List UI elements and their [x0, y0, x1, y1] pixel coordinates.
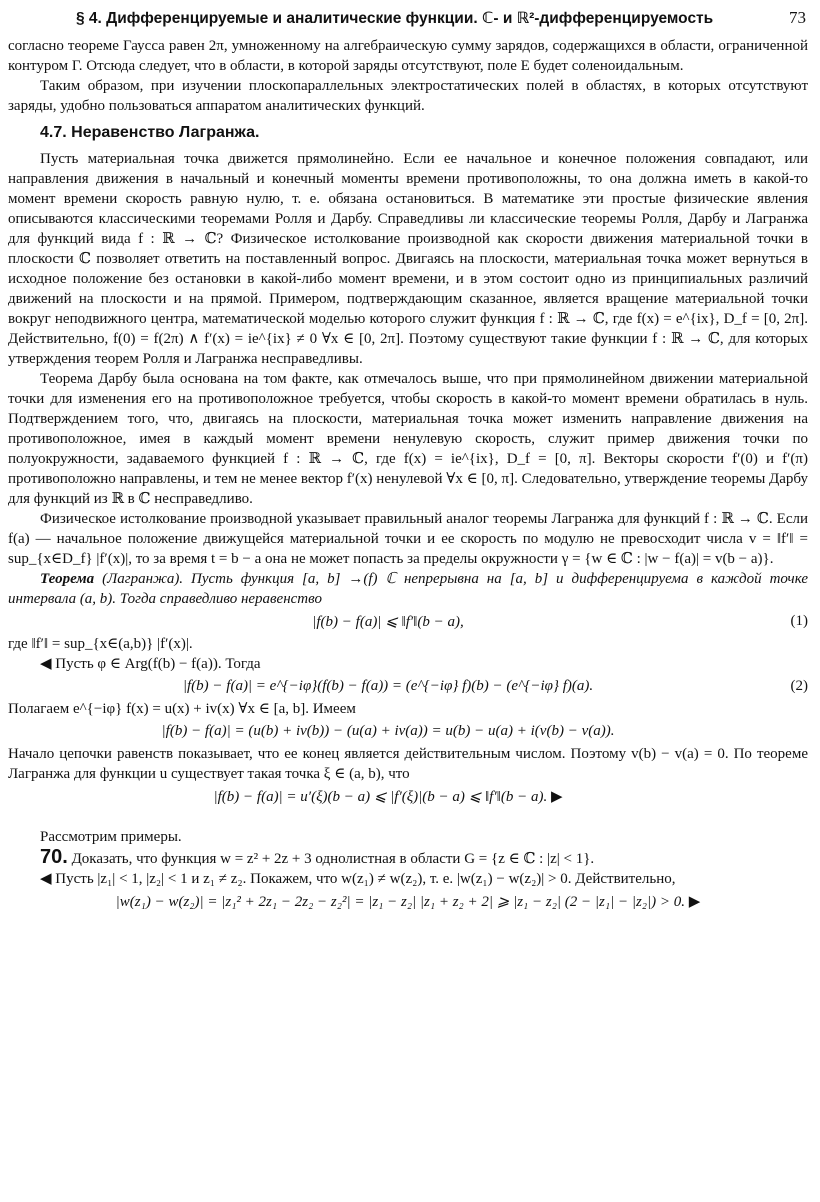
paragraph-gauss: согласно теореме Гаусса равен 2π, умноженному на алгебраическую сумму зарядов, содержащихся в области, ограниченной контуром Γ. Отсюда следует, что в области, в которой заряды отсутствуют, поле E будет соленоидальным.	[8, 38, 808, 74]
formula-5-text: |w(z₁) − w(z₂)| = |z₁² + 2z₁ − 2z₂ − z₂²| = |z₁ − z₂| |z₁ + z₂ + 2| ⩾ |z₁ − z₂| (2 − |z₁| − |z₂|) > 0. ▶	[115, 894, 701, 910]
formula-5	[8, 889, 808, 914]
let-line: Полагаем e^{−iφ} f(x) = u(x) + iv(x) ∀x ∈ [a, b]. Имеем	[8, 701, 356, 717]
formula-2-text: |f(b) − f(a)| = e^{−iφ}(f(b) − f(a)) = (e^{−iφ} f)(b) − (e^{−iφ} f)(a).	[182, 678, 594, 694]
examples-intro: Рассмотрим примеры.	[40, 829, 182, 845]
theorem-label: Теорема	[40, 571, 95, 587]
formula-4-text: |f(b) − f(a)| = u′(ξ)(b − a) ⩽ |f′(ξ)|(b − a) ⩽ ‖f′‖(b − a). ▶	[213, 789, 563, 805]
page	[8, 8, 808, 914]
where-line: где ‖f′‖ = sup_{x∈(a,b)} |f′(x)|.	[8, 636, 193, 652]
section-title: 4.7. Неравенство Лагранжа.	[40, 124, 260, 141]
formula-3-text: |f(b) − f(a)| = (u(b) + iv(b)) − (u(a) + iv(a)) = u(b) − u(a) + i(v(b) − v(a)).	[161, 723, 615, 739]
formula-1-number: (1)	[790, 613, 808, 629]
formula-4	[8, 784, 808, 809]
paragraph-lagrange-analog: Физическое истолкование производной указывает правильный аналог теоремы Лагранжа для функций f : ℝ → ℂ. Если f(a) — начальное положение движущейся материальной точки и ее скорость по модулю не превосходит числа v = ‖f′‖ = sup_{x∈D_f} |f′(x)|, то за время t = b − a она не может попасть за пределы окружности γ = {w ∈ ℂ : |w − f(a)| = v(b − a)}.	[8, 511, 808, 567]
formula-3	[8, 719, 808, 744]
header-title: § 4. Дифференцируемые и аналитические функции. ℂ- и ℝ²-дифференцируемость	[76, 10, 714, 27]
page-number: 73	[789, 8, 806, 27]
formula-1-text: |f(b) − f(a)| ⩽ ‖f′‖(b − a),	[312, 614, 464, 630]
paragraph-chain: Начало цепочки равенств показывает, что ее конец является действительным числом. Поэтому v(b) − v(a) = 0. По теореме Лагранжа для функции u существует такая точка ξ ∈ (a, b), что	[8, 746, 808, 782]
theorem-text: (Лагранжа). Пусть функция [a, b] →(f) ℂ непрерывна на [a, b] и дифференцируема в каждой точке интервала (a, b). Тогда справедливо неравенство	[8, 571, 808, 607]
paragraph-darboux: Теорема Дарбу была основана на том факте, как отмечалось выше, что при прямолинейном движении материальной точки для изменения его на противоположное требуется, чтобы скорость в какой-то момент времени обратилась в нуль. Подтверждением того, что, двигаясь на плоскости, материальная точка может изменить направление движения на противоположное, имея в каждый момент времени ненулевую скорость, служит пример движения точки по полуокружности, задаваемого функцией f : ℝ → ℂ, где f(x) = ie^{ix}, D_f = [0, π]. Векторы скорости f′(0) и f′(π) противоположно направлены, и тем не менее вектор f′(x) ненулевой ∀x ∈ [0, π]. Следовательно, утверждение теоремы Дарбу для функций из ℝ в ℂ несправедливо.	[8, 371, 808, 507]
problem-text: Доказать, что функция w = z² + 2z + 3 однолистная в области G = {z ∈ ℂ : |z| < 1}.	[67, 851, 595, 867]
theorem-statement	[8, 569, 808, 609]
running-header	[8, 8, 808, 28]
formula-1	[8, 609, 808, 634]
problem-70	[8, 847, 808, 869]
paragraph-motion: Пусть материальная точка движется прямолинейно. Если ее начальное и конечное положения совпадают, или направления движения в начальный и конечный моменты времени противоположны, то она должна иметь в какой-то момент времени скорость равную нулю, т. е. обязана остановиться. В математике эти простые физические явления описываются классическими теоремами Ролля и Дарбу. Справедливы ли классические теоремы Ролля, Дарбу и Лагранжа для функций вида f : ℝ → ℂ? Физическое истолкование производной как скорости движения материальной точки в плоскости ℂ позволяет ответить на поставленный вопрос. Двигаясь на плоскости, материальная точка может вернуться в исходное положение без остановки в какой-либо момент времени, и в этом состоит одно из принципиальных различий движений на плоскости и на прямой. Примером, подтверждающим сказанное, является вращение материальной точки вокруг неподвижного центра, математической моделью которого служит функция f : ℝ → ℂ, где f(x) = e^{ix}, D_f = [0, 2π]. Действительно, f(0) = f(2π) ∧ f′(x) = ie^{ix} ≠ 0 ∀x ∈ [0, 2π]. Поэтому существуют такие функции f : ℝ → ℂ, для которых утверждения теорем Ролля и Лагранжа несправедливы.	[8, 151, 808, 367]
paragraph-conclusion: Таким образом, при изучении плоскопараллельных электростатических полей в областях, в которых отсутствуют заряды, удобно пользоваться аппаратом аналитических функций.	[8, 78, 808, 114]
formula-2	[8, 674, 808, 699]
proof-start: ◀ Пусть φ ∈ Arg(f(b) − f(a)). Тогда	[40, 656, 261, 672]
formula-2-number: (2)	[790, 678, 808, 694]
problem-number: 70.	[40, 846, 68, 868]
solution-line: ◀ Пусть |z₁| < 1, |z₂| < 1 и z₁ ≠ z₂. Покажем, что w(z₁) ≠ w(z₂), т. е. |w(z₁) − w(z₂)| > 0. Действительно,	[40, 871, 676, 887]
